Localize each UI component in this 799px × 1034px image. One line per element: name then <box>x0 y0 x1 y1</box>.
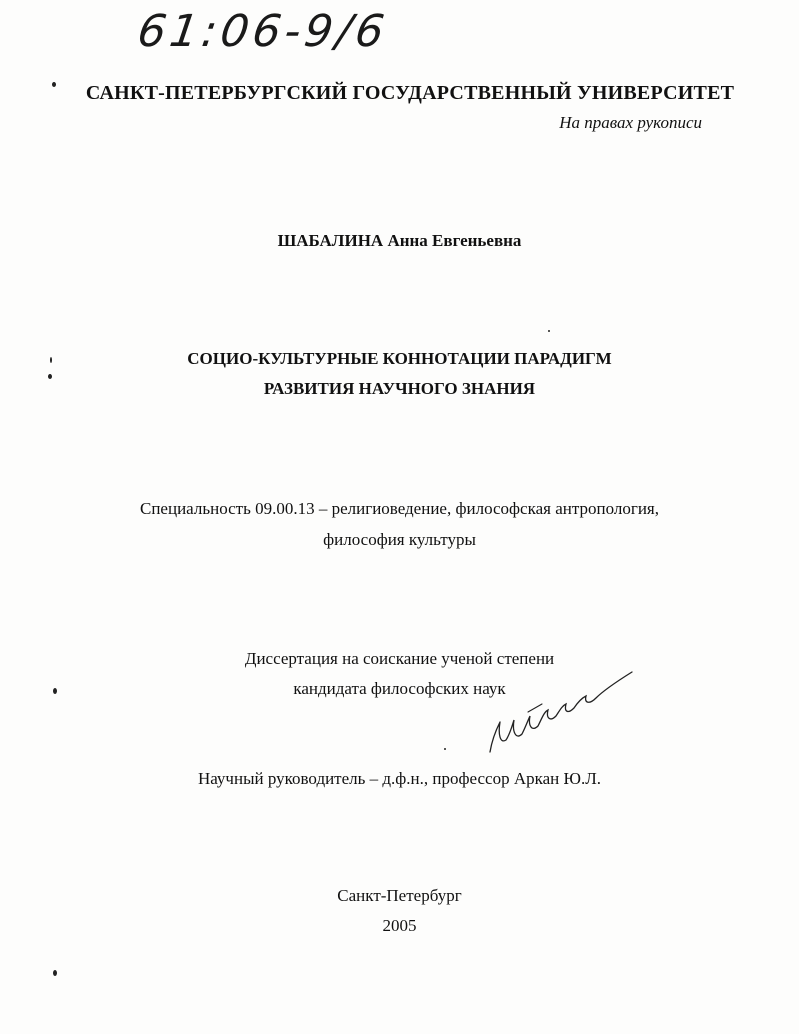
specialty-line-1: Специальность 09.00.13 – религиоведение, философская антропология, <box>139 499 659 518</box>
archive-code: 61:06-9/6 <box>134 6 392 57</box>
scan-speck <box>53 688 57 694</box>
manuscript-note: На правах рукописи <box>559 113 702 132</box>
scan-speck <box>50 357 52 363</box>
scientific-advisor: Научный руководитель – д.ф.н., профессор Аркан Ю.Л. <box>197 769 602 788</box>
specialty-line-2: философия культуры <box>323 530 476 549</box>
title-line-2: РАЗВИТИЯ НАУЧНОГО ЗНАНИЯ <box>263 379 536 398</box>
year: 2005 <box>382 916 417 935</box>
dissertation-line-2: кандидата философских наук <box>293 679 506 698</box>
dissertation-line-1: Диссертация на соискание ученой степени <box>244 649 555 668</box>
title-line-1: СОЦИО-КУЛЬТУРНЫЕ КОННОТАЦИИ ПАРАДИГМ <box>187 349 612 368</box>
scan-speck <box>548 330 550 332</box>
scan-speck <box>48 374 52 379</box>
scan-speck <box>53 970 57 976</box>
scan-speck <box>52 82 56 87</box>
scan-speck <box>444 748 446 750</box>
university-name: САНКТ-ПЕТЕРБУРГСКИЙ ГОСУДАРСТВЕННЫЙ УНИВЕРСИТЕТ <box>85 82 735 104</box>
signature <box>482 660 642 760</box>
author-name: ШАБАЛИНА Анна Евгеньевна <box>277 231 522 250</box>
city: Санкт-Петербург <box>337 886 462 905</box>
